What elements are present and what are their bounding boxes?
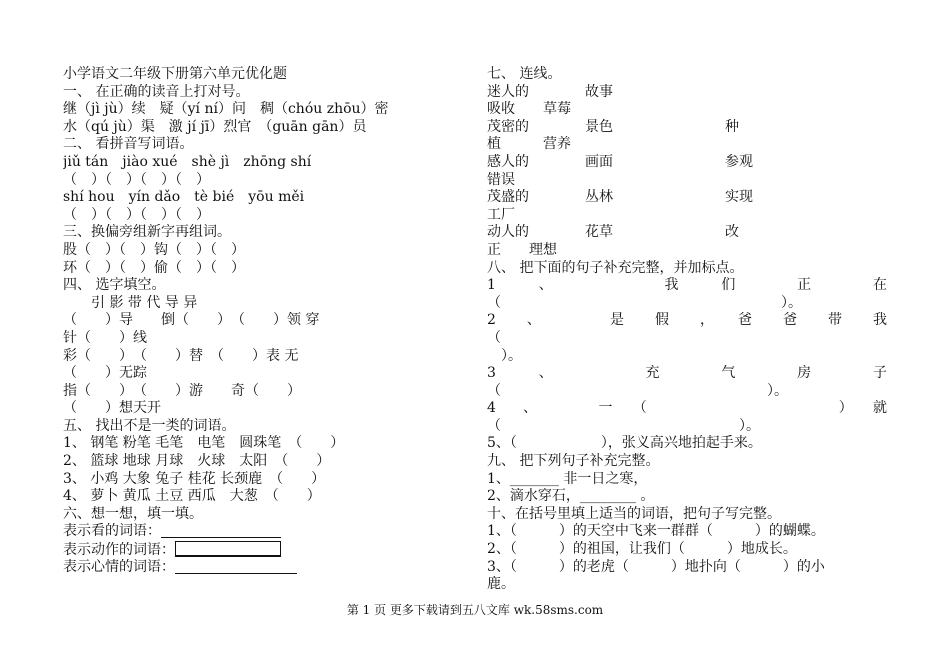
right-text-line: 迷人的 故事 bbox=[487, 83, 613, 100]
left-text-line: 1、 钢笔 粉笔 毛笔 电笔 圆珠笔 （ ） bbox=[63, 435, 345, 452]
left-text-line: 水（qú jù）渠 激 jí jī）烈官 （guān gān）员 bbox=[63, 118, 367, 135]
right-text-line: 七、 连线。 bbox=[487, 66, 562, 82]
left-text-line: （ ）想天开 bbox=[63, 400, 161, 417]
right-text-line: 茂密的 景色 种 bbox=[487, 118, 739, 135]
right-text-line: 错误 bbox=[487, 171, 515, 188]
right-text-line: 茂盛的 丛林 实现 bbox=[487, 189, 753, 206]
right-text-line: 2、滴水穿石，________ 。 bbox=[487, 488, 655, 505]
right-text-line: 5、（ ），张义高兴地拍起手来。 bbox=[487, 435, 762, 452]
left-text-line: 一、 在正确的读音上打对号。 bbox=[63, 83, 250, 100]
right-text-line: 1、_______ 非一日之寒， bbox=[487, 470, 648, 487]
left-text-line: 4、 萝卜 黄瓜 土豆 西瓜 大葱 （ ） bbox=[63, 488, 321, 505]
left-text-line: 环（ ）（ ）偷（ ）（ ） bbox=[63, 259, 245, 276]
page-footer: 第 1 页 更多下载请到五八文库 wk.58sms.com bbox=[346, 603, 604, 617]
fill-in-row bbox=[63, 559, 473, 577]
left-text-line: （ ）（ ）（ ）（ ） bbox=[63, 171, 210, 188]
right-text-line: 动人的 花草 改 bbox=[487, 224, 739, 241]
left-text-line: jiǔ tán jiào xué shè jì zhōng shí bbox=[63, 153, 312, 170]
right-text-line: ）。 bbox=[487, 347, 522, 364]
left-text-line: （ ）无踪 bbox=[63, 365, 147, 382]
answer-blank[interactable] bbox=[175, 559, 297, 574]
right-text-line: 工厂 bbox=[487, 206, 515, 223]
left-text-line: 3、 小鸡 大象 兔子 桂花 长颈鹿 （ ） bbox=[63, 470, 326, 487]
right-text-line: 吸收 草莓 bbox=[487, 101, 571, 118]
right-text-line: （ bbox=[487, 329, 501, 346]
right-text-line: （ ）。 bbox=[487, 417, 760, 434]
answer-blank[interactable] bbox=[175, 541, 281, 557]
fill-in-row bbox=[63, 541, 473, 559]
right-text-line: （ ）。 bbox=[487, 294, 802, 311]
right-text-line: 1、（ ）的天空中飞来一群群（ ）的蝴蝶。 bbox=[487, 523, 825, 540]
fill-in-label: 表示心情的词语： bbox=[63, 558, 175, 575]
left-text-line: 指（ ） （ ）游 奇（ ） bbox=[63, 382, 301, 399]
left-text-line: （ ）导 倒（ ） （ ）领 穿 bbox=[63, 312, 320, 329]
answer-blank[interactable] bbox=[161, 523, 281, 538]
right-text-line: 正 理想 bbox=[487, 241, 557, 258]
right-text-line: 4 、 一 （ ） 就 bbox=[487, 400, 887, 417]
right-text-line: 八、 把下面的句子补充完整，并加标点。 bbox=[487, 259, 744, 276]
right-text-line: 2、（ ）的祖国，让我们（ ）地成长。 bbox=[487, 541, 797, 558]
right-text-line: （ ）。 bbox=[487, 382, 788, 399]
fill-in-row bbox=[63, 523, 473, 541]
left-column bbox=[63, 66, 473, 576]
fill-in-label: 表示动作的词语： bbox=[63, 542, 175, 559]
right-column bbox=[487, 66, 887, 594]
left-text-line: 针（ ）线 bbox=[63, 329, 147, 346]
left-text-line: 引 影 带 代 导 异 bbox=[63, 294, 198, 311]
right-text-line: 植 营养 bbox=[487, 136, 571, 153]
right-text-line: 1 、 我 们 正 在 bbox=[487, 277, 887, 294]
right-text-line: 九、 把下列句子补充完整。 bbox=[487, 453, 660, 470]
right-text-line: 2 、 是 假 ， 爸 爸 带 我 bbox=[487, 312, 887, 329]
left-text-line: 继（jì jù）续 疑（yí ní）问 稠（chóu zhōu）密 bbox=[63, 101, 389, 118]
right-text-line: 3 、 充 气 房 子 bbox=[487, 365, 887, 382]
left-text-line: 小学语文二年级下册第六单元优化题 bbox=[63, 66, 287, 82]
left-text-line: 六、想一想，填一填。 bbox=[63, 505, 203, 522]
right-text-line: 鹿。 bbox=[487, 576, 515, 593]
left-text-line: （ ）（ ）（ ）（ ） bbox=[63, 206, 210, 223]
left-text-line: 四、 选字填空。 bbox=[63, 277, 166, 294]
left-text-line: 2、 篮球 地球 月球 火球 太阳 （ ） bbox=[63, 453, 331, 470]
left-text-line: 股（ ）（ ）钩（ ）（ ） bbox=[63, 241, 245, 258]
left-text-line: 三、换偏旁组新字再组词。 bbox=[63, 224, 231, 241]
fill-in-label: 表示看的词语： bbox=[63, 523, 161, 540]
left-text-line: shí hou yín dǎo tè bié yōu měi bbox=[63, 189, 305, 206]
left-text-line: 五、 找出不是一类的词语。 bbox=[63, 417, 236, 434]
right-text-line: 十、在括号里填上适当的词语，把句子写完整。 bbox=[487, 505, 781, 522]
left-text-line: 彩（ ） （ ）替 （ ）表 无 bbox=[63, 347, 299, 364]
right-text-line: 感人的 画面 参观 bbox=[487, 153, 753, 170]
left-text-line: 二、 看拼音写词语。 bbox=[63, 136, 194, 153]
right-text-line: 3、（ ）的老虎（ ）地扑向（ ）的小 bbox=[487, 558, 825, 575]
